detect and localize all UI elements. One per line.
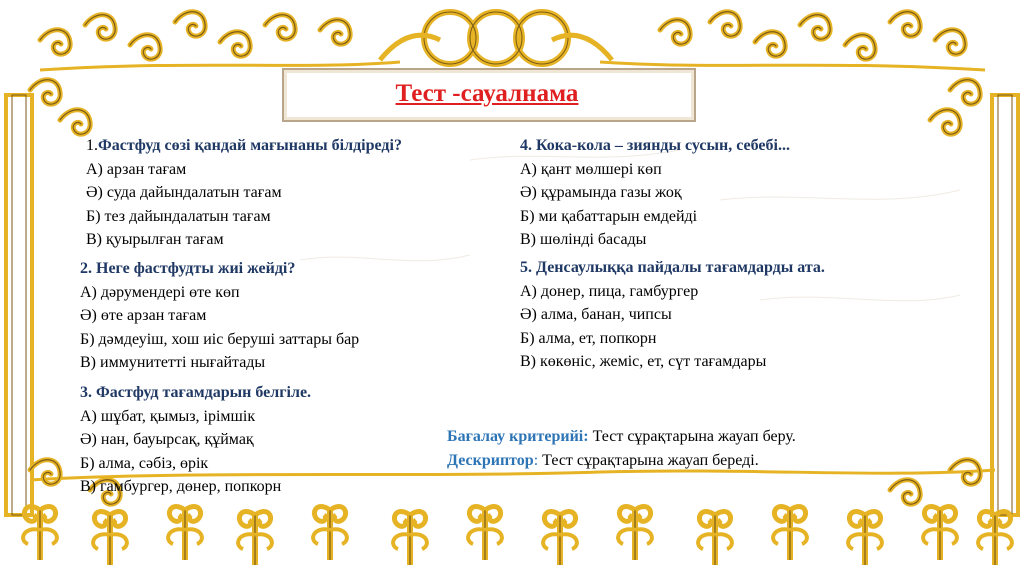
assessment-block [447, 425, 796, 472]
question-3-text: Фастфуд тағамдарын белгіле. [92, 384, 312, 401]
question-3 [80, 381, 311, 499]
question-5-option-v: В) көкөніс, жеміс, ет, сүт тағамдары [520, 353, 767, 370]
descriptor-text: Тест сұрақтарына жауап береді. [538, 451, 759, 469]
question-3-option-b: Б) алма, сәбіз, өрік [80, 454, 209, 472]
descriptor-colon: : [533, 451, 539, 469]
question-5-option-a: А) донер, пица, гамбургер [520, 282, 699, 300]
question-2-option-ae: Ә) өте арзан тағам [80, 307, 207, 324]
question-2-option-a: А) дәрумендері өте көп [80, 283, 240, 301]
question-4-number: 4. [520, 137, 532, 154]
question-2-heading [80, 257, 359, 281]
criteria-label: Бағалау критерийі: [447, 428, 589, 445]
question-5 [520, 256, 825, 374]
question-5-number: 5. [520, 259, 532, 276]
slide-title: Тест -сауалнама [395, 80, 579, 107]
question-5-text: Денсаулыққа пайдалы тағамдарды ата. [532, 259, 825, 276]
question-5-heading [520, 256, 825, 280]
question-2-option-v: В) иммунитетті нығайтады [80, 354, 266, 371]
question-1-option-a: А) арзан тағам [86, 160, 187, 178]
question-1 [86, 134, 402, 252]
question-4-heading [520, 134, 790, 158]
question-1-option-v: В) қуырылған тағам [86, 231, 224, 248]
descriptor-line [447, 449, 796, 473]
question-4 [520, 134, 790, 252]
question-1-option-b: Б) тез дайындалатын тағам [86, 207, 271, 225]
right-border [992, 95, 1018, 515]
question-4-option-a: А) қант мөлшері көп [520, 160, 662, 178]
question-1-heading [86, 134, 402, 158]
question-3-number: 3. [80, 384, 92, 401]
question-5-option-ae: Ә) алма, банан, чипсы [520, 306, 672, 323]
question-5-option-b: Б) алма, ет, попкорн [520, 329, 657, 347]
question-2 [80, 257, 359, 375]
question-4-option-ae: Ә) құрамында газы жоқ [520, 184, 682, 201]
question-3-heading [80, 381, 311, 405]
question-3-option-a: А) шұбат, қымыз, ірімшік [80, 407, 256, 425]
question-4-text: Кока-кола – зиянды сусын, себебі... [532, 137, 790, 154]
question-1-option-ae: Ә) суда дайындалатын тағам [86, 184, 282, 201]
question-2-text: Неге фастфудты жиі жейді? [92, 260, 296, 277]
criteria-line [447, 425, 796, 449]
criteria-text: Тест сұрақтарына жауап беру. [588, 428, 796, 445]
question-4-option-b: Б) ми қабаттарын емдейді [520, 207, 698, 225]
left-border [6, 95, 32, 515]
descriptor-label: Дескриптор [447, 451, 534, 469]
question-1-number: 1. [86, 137, 98, 154]
question-3-option-ae: Ә) нан, бауырсақ, құймақ [80, 431, 254, 448]
question-2-option-b: Б) дәмдеуіш, хош иіс беруші заттары бар [80, 330, 360, 348]
question-3-option-v: В) гамбургер, дөнер, попкорн [80, 478, 282, 495]
question-2-number: 2. [80, 260, 92, 277]
question-1-text: Фастфуд сөзі қандай мағынаны білдіреді? [98, 137, 402, 154]
question-4-option-v: В) шөлінді басады [520, 231, 647, 248]
